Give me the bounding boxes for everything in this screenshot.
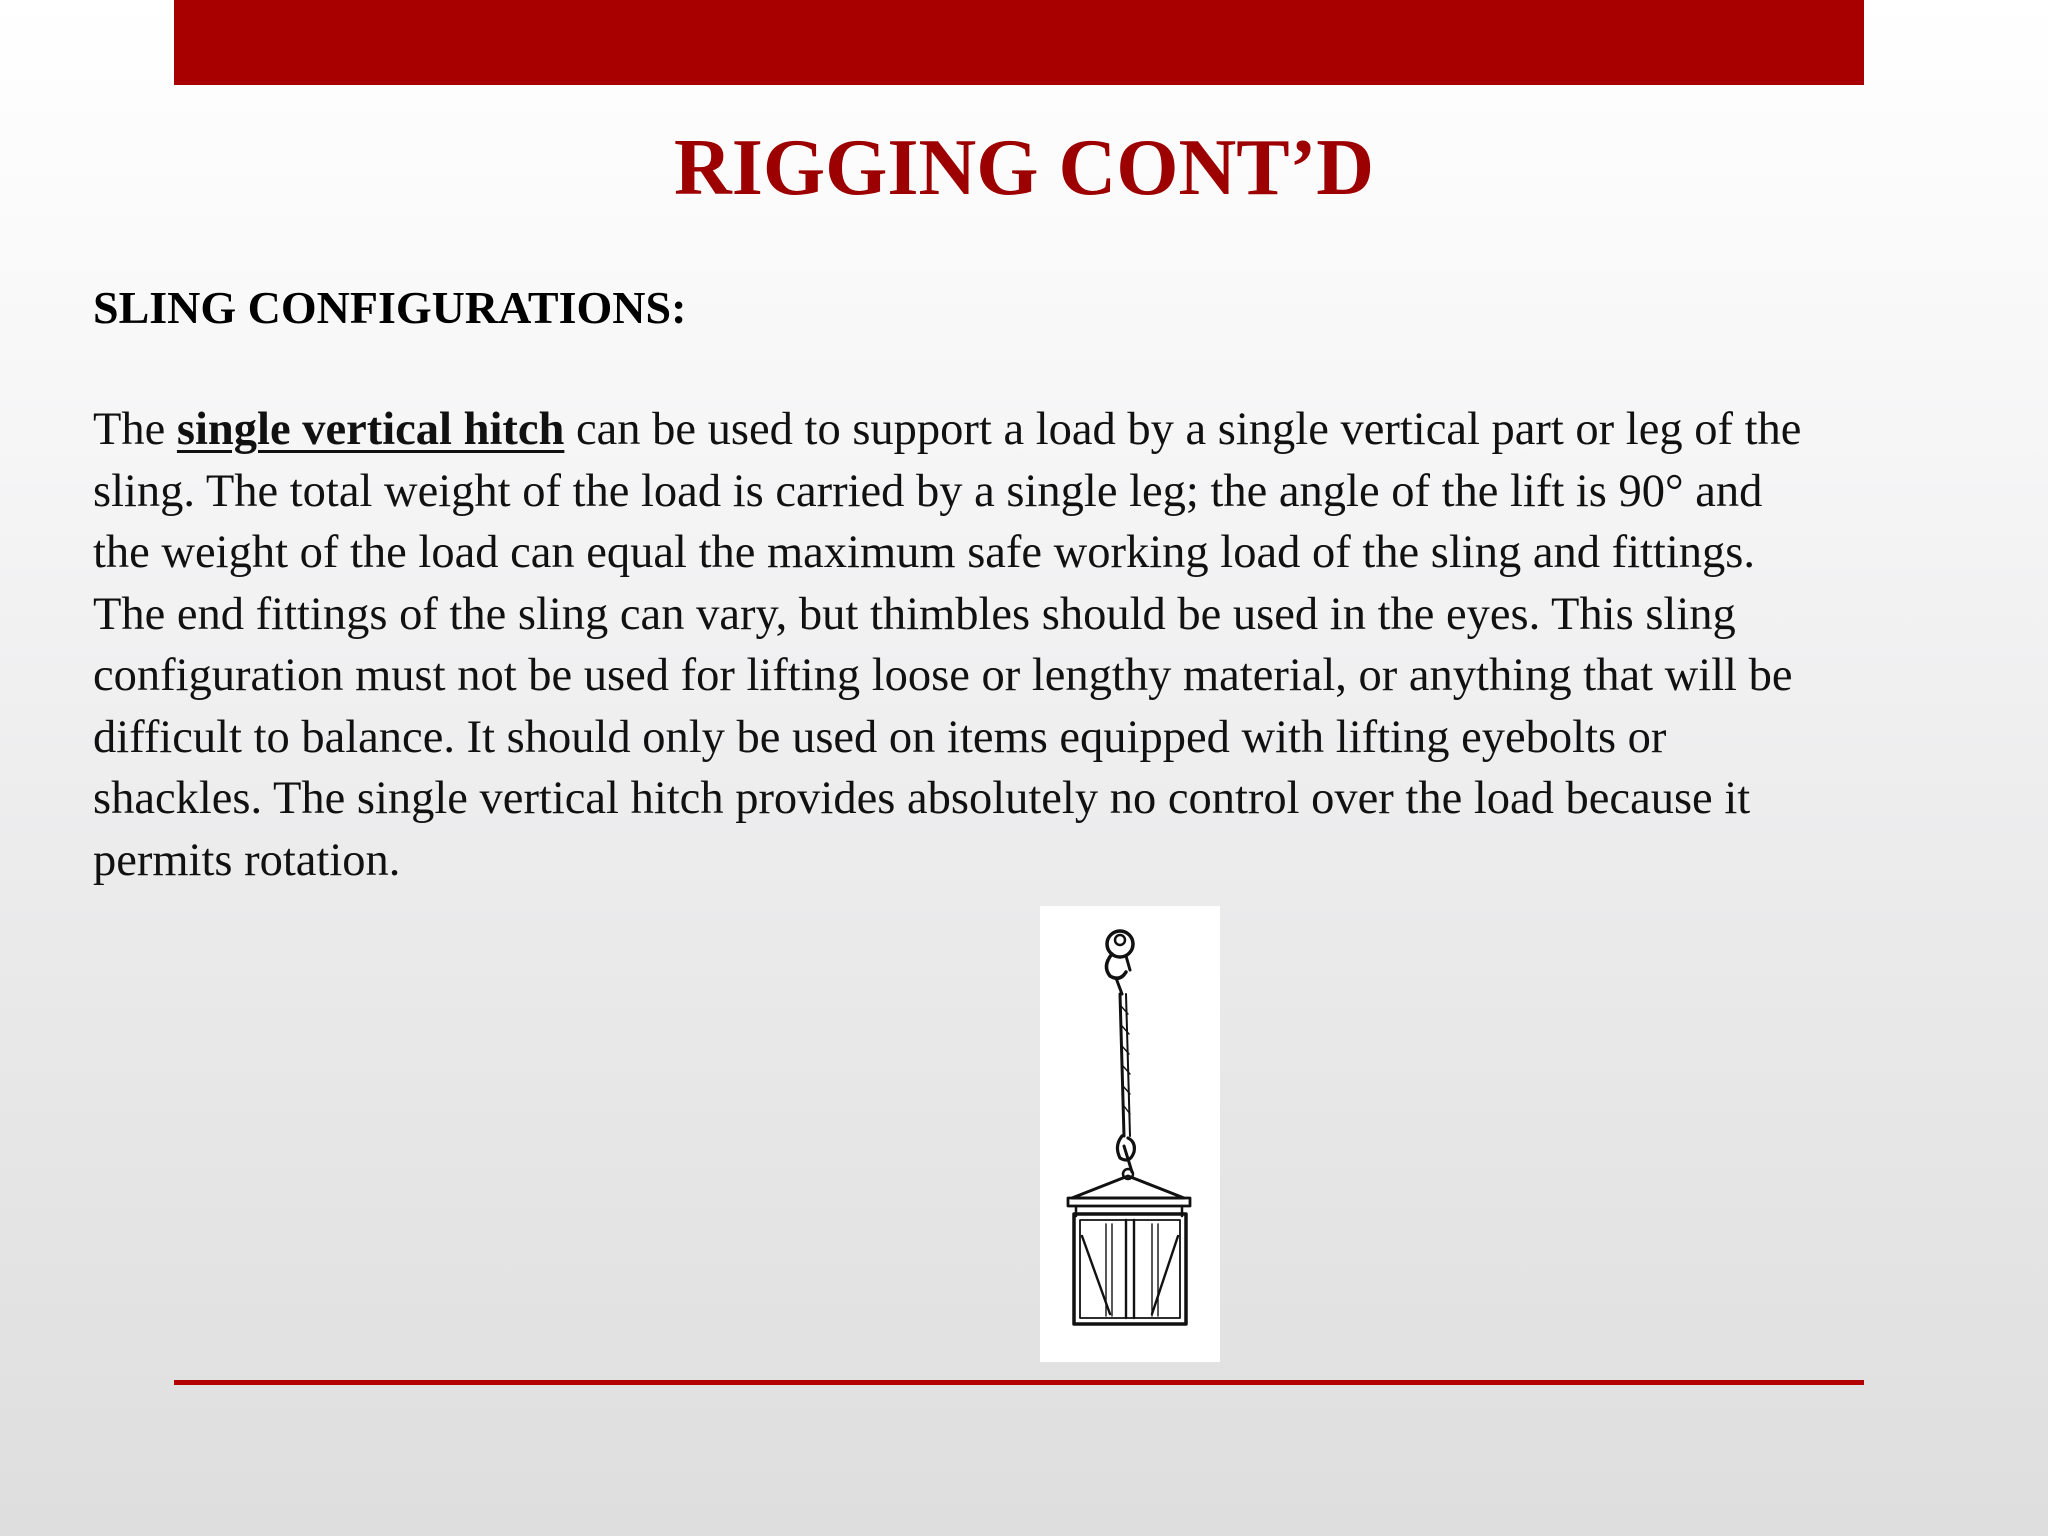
bottom-divider	[174, 1380, 1864, 1385]
paragraph-line-3: the weight of the load can equal the maximum safe working load of the sling and fittings.	[93, 527, 1755, 578]
hook-icon	[1106, 931, 1133, 994]
paragraph-line-4: The end fittings of the sling can vary, but thimbles should be used in the eyes. This sling	[93, 588, 1736, 640]
paragraph-line-1	[93, 399, 1993, 461]
paragraph-line-6: difficult to balance. It should only be used on items equipped with lifting eyebolts or	[93, 711, 1667, 763]
sling-leg	[1120, 994, 1130, 1136]
paragraph-line-5: configuration must not be used for lifting loose or lengthy material, or anything that will be	[93, 650, 1793, 701]
key-term: single vertical hitch	[176, 404, 565, 455]
paragraph-lead: The	[93, 404, 177, 455]
slide-title: RIGGING CONT’D	[673, 124, 1375, 212]
section-heading: SLING CONFIGURATIONS:	[93, 282, 687, 333]
single-vertical-hitch-illustration	[1040, 906, 1220, 1362]
shackle-icon	[1117, 1136, 1134, 1179]
top-accent-bar	[174, 0, 1864, 85]
paragraph-line-2: sling. The total weight of the load is carried by a single leg; the angle of the lift is 90° and	[93, 465, 1763, 517]
crate-icon	[1074, 1214, 1186, 1324]
hitch-diagram-svg	[1040, 906, 1220, 1362]
body-paragraph	[93, 399, 1993, 891]
paragraph-line-8: permits rotation.	[93, 834, 401, 886]
paragraph-line-1-rest: can be used to support a load by a single vertical part or leg of the	[564, 404, 1802, 455]
lifting-frame	[1068, 1176, 1190, 1216]
paragraph-line-7: shackles. The single vertical hitch provides absolutely no control over the load because it	[93, 773, 1751, 824]
